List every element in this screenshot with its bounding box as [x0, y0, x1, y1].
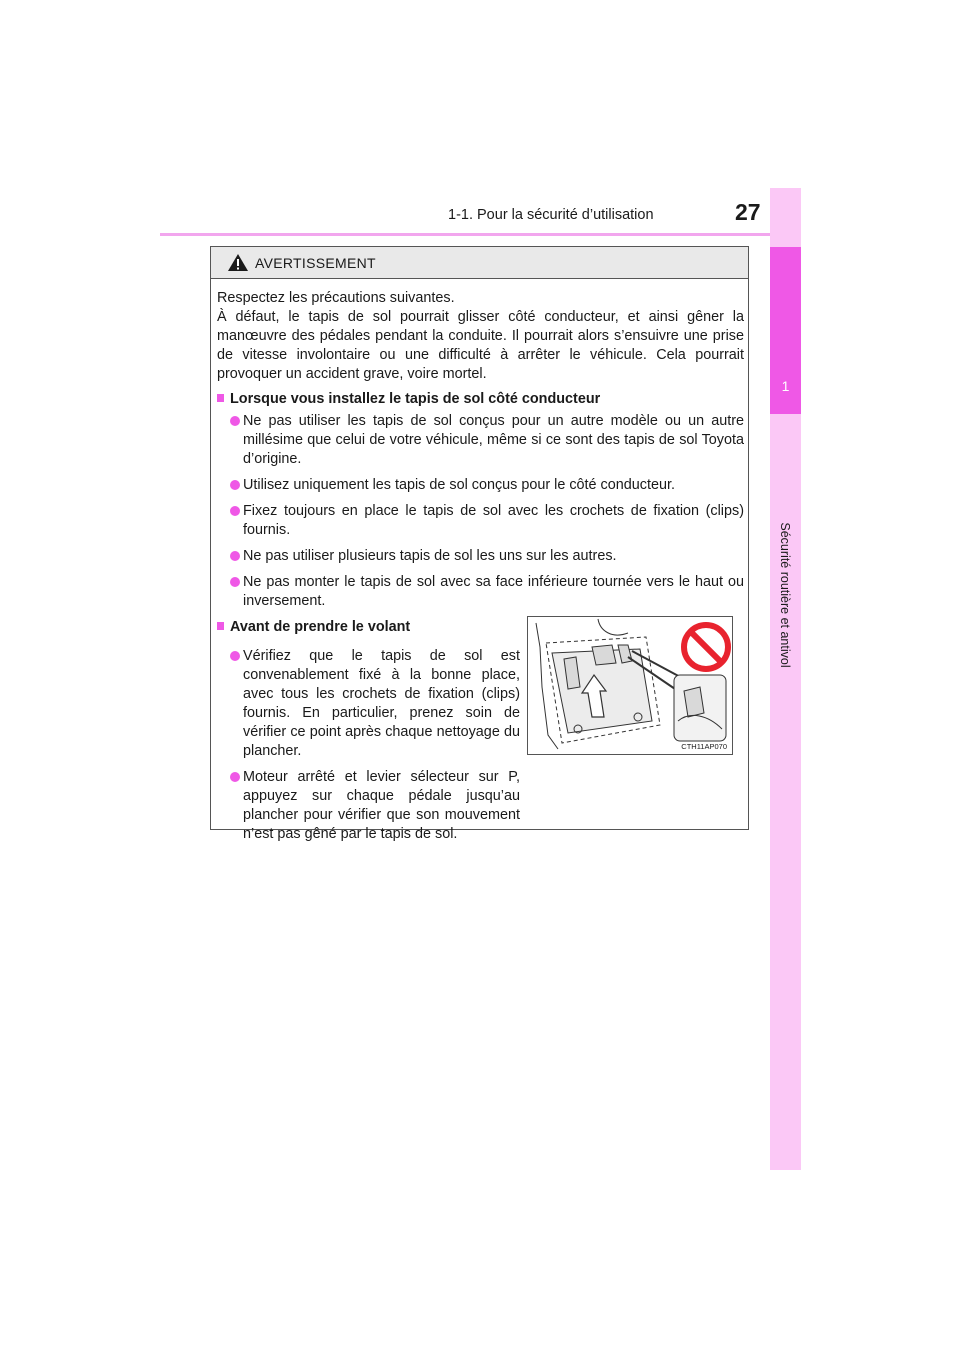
floor-mat-illustration: [527, 616, 733, 755]
page-number: 27: [735, 199, 761, 225]
bullet-dot-icon: [230, 506, 240, 516]
bullet-dot-icon: [230, 772, 240, 782]
list-item: [217, 647, 520, 761]
list-item-text: Moteur arrêté et levier sélecteur sur P, appuyez sur chaque pédale jusqu’au plancher pour vérifier que son mouvement n’est pas gêné par le tapis de sol.: [243, 769, 520, 842]
bullet-dot-icon: [230, 577, 240, 587]
list-item: [217, 547, 744, 566]
intro-line-2: À défaut, le tapis de sol pourrait glisser côté conducteur, et ainsi gêner la manœuvre des pédales pendant la conduite. Il pourrait alors s’ensuivre une prise de vitesse involontaire ou une difficulté à arrêter le véhicule. Cela pourrait provoquer un accident grave, voire mortel.: [217, 309, 744, 382]
warning-body: [217, 289, 744, 851]
warning-header: [211, 247, 748, 279]
bullet-dot-icon: [230, 416, 240, 426]
warning-title: AVERTISSEMENT: [255, 255, 376, 271]
before-driving-list: [217, 647, 520, 844]
illustration-code: CTH11AP070: [681, 742, 727, 751]
header-rule: [160, 233, 800, 236]
intro-line-1: Respectez les précautions suivantes.: [217, 290, 455, 306]
list-item-text: Fixez toujours en place le tapis de sol avec les crochets de fixation (clips) fournis.: [243, 503, 744, 538]
list-item: [217, 502, 744, 540]
list-item-text: Utilisez uniquement les tapis de sol conçus pour le côté conducteur.: [243, 477, 675, 493]
list-item-text: Ne pas utiliser plusieurs tapis de sol les uns sur les autres.: [243, 548, 617, 564]
prohibited-sign-icon: [684, 625, 728, 669]
section-heading-install-text: Lorsque vous installez le tapis de sol côté conducteur: [230, 391, 601, 407]
bullet-dot-icon: [230, 651, 240, 661]
list-item: [217, 412, 744, 469]
section-heading-install: [217, 390, 744, 409]
list-item: [217, 573, 744, 611]
list-item: [217, 476, 744, 495]
chapter-number: 1: [781, 378, 790, 394]
chapter-label: Sécurité routière et antivol: [778, 522, 792, 668]
list-item-text: Ne pas monter le tapis de sol avec sa face inférieure tournée vers le haut ou inversement.: [243, 574, 744, 609]
section-title: 1-1. Pour la sécurité d’utilisation: [448, 207, 654, 223]
square-bullet-icon: [217, 394, 224, 402]
list-item: [217, 768, 520, 844]
bullet-dot-icon: [230, 551, 240, 561]
bullet-dot-icon: [230, 480, 240, 490]
square-bullet-icon: [217, 622, 224, 630]
floor-mat-drawing: [528, 617, 732, 754]
warning-triangle-icon: [227, 253, 249, 277]
list-item-text: Vérifiez que le tapis de sol est convenablement fixé à la bonne place, avec tous les crochets de fixation (clips) fournis. En particulier, prenez soin de vérifier ce point après chaque nettoyage du plancher.: [243, 648, 520, 759]
section-heading-before-driving-text: Avant de prendre le volant: [230, 619, 411, 635]
warning-intro: [217, 289, 744, 384]
list-item-text: Ne pas utiliser les tapis de sol conçus pour un autre modèle ou un autre millésime que celui de votre véhicule, même si ce sont des tapis de sol Toyota d’origine.: [243, 413, 744, 467]
